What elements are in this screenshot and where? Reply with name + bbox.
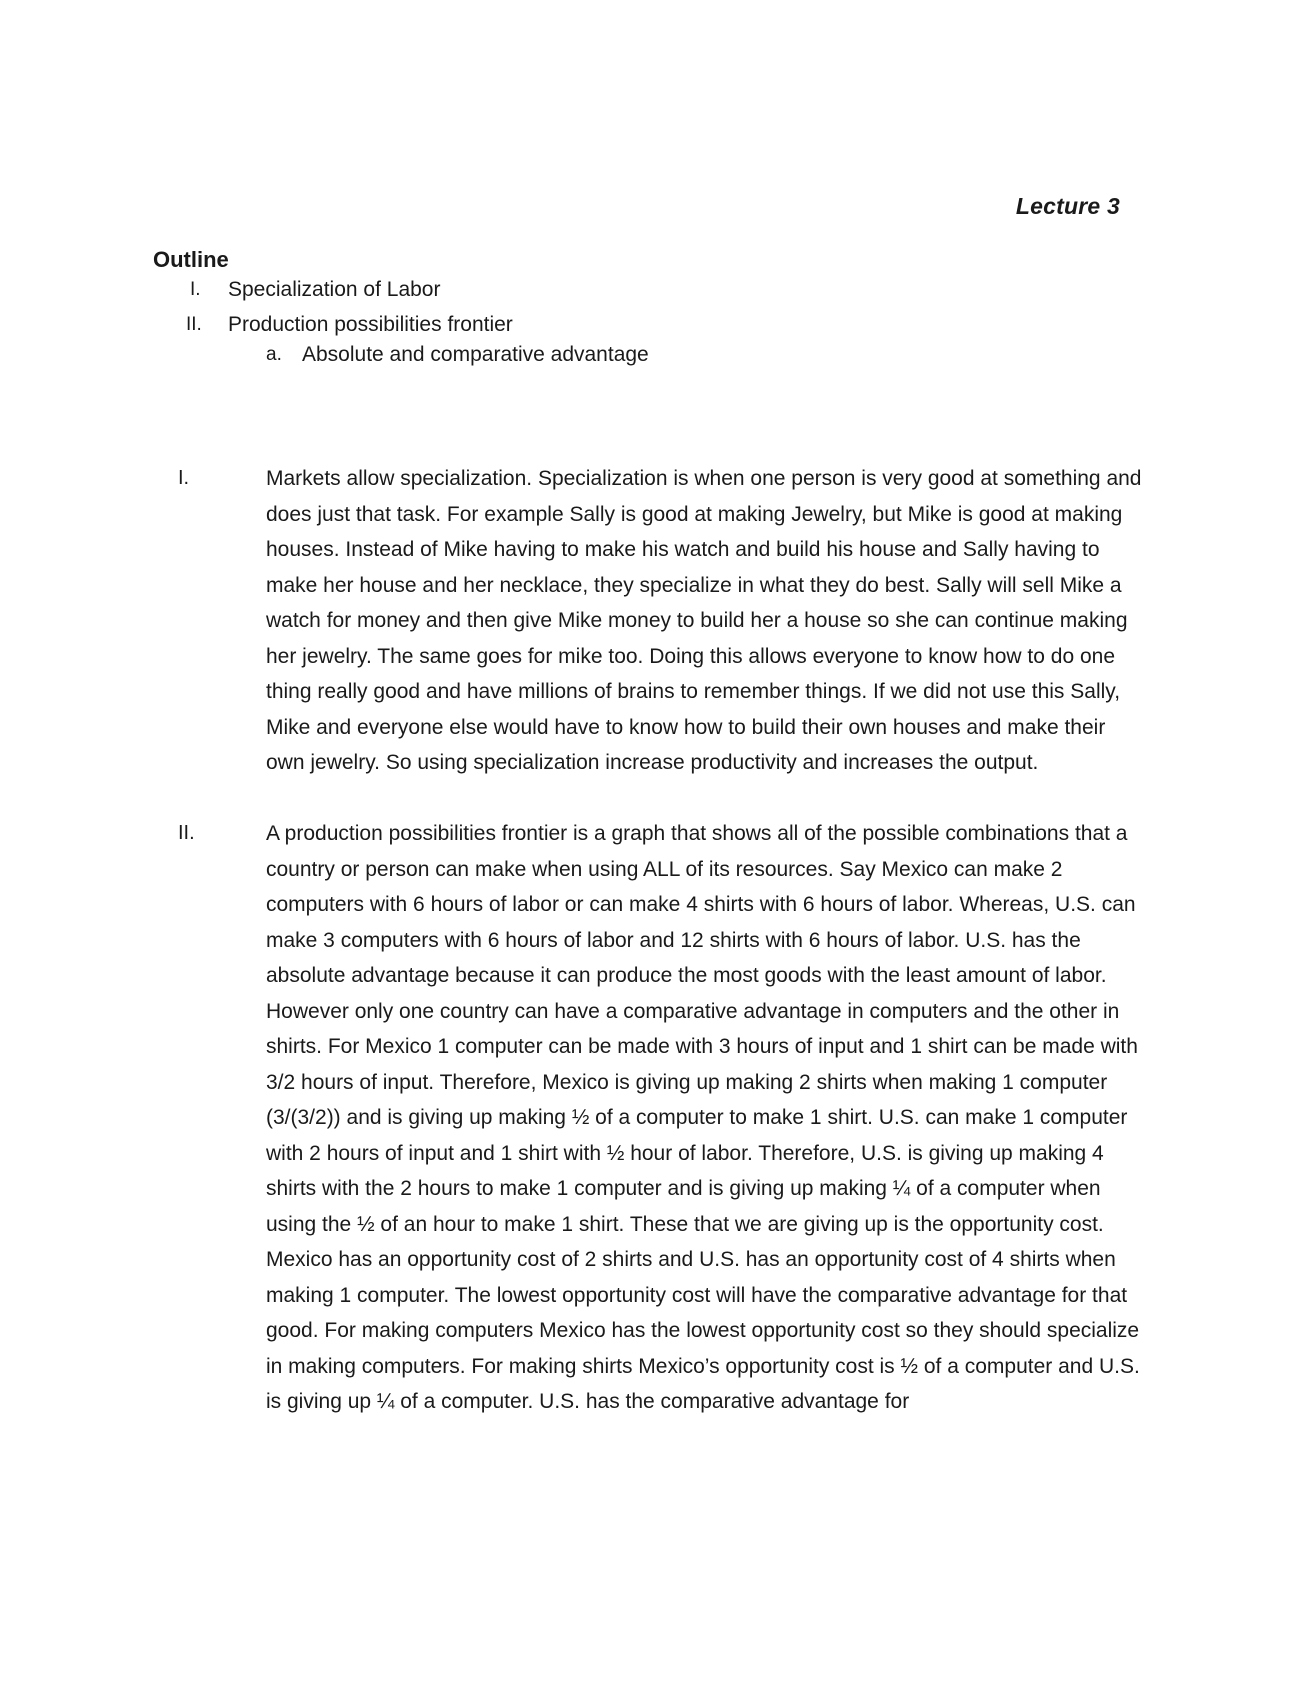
section-specialization — [170, 461, 1170, 781]
section-ppf — [170, 816, 1170, 1420]
outline-item-label: Production possibilities frontier — [228, 313, 513, 336]
section-number: I. — [178, 467, 190, 489]
section-paragraph: Markets allow specialization. Specialization is when one person is very good at something and does just that task. For example Sally is good at making Jewelry, but Mike is good at making houses. Instead of Mike having to make his watch and build his house and Sally having to make her house and her necklace, they specialize in what they do best. Sally will sell Mike a watch for money and then give Mike money to build her a house so she can continue making her jewelry. The same goes for mike too. Doing this allows everyone to know how to do one thing really good and have millions of brains to remember things. If we did not use this Sally, Mike and everyone else would have to know how to build their own houses and make their own jewelry. So using specialization increase productivity and increases the output. — [266, 467, 1142, 774]
lecture-title: Lecture 3 — [1015, 193, 1120, 219]
outline-item-label: Specialization of Labor — [228, 278, 441, 301]
outline-item-number: II. — [186, 314, 202, 335]
outline-item-label: Absolute and comparative advantage — [302, 343, 649, 366]
section-number: II. — [178, 822, 195, 844]
outline-item-number: I. — [190, 279, 201, 300]
outline-item-number: a. — [266, 344, 282, 365]
outline-heading: Outline — [153, 247, 229, 272]
section-paragraph: A production possibilities frontier is a graph that shows all of the possible combinations that a country or person can make when using ALL of its resources. Say Mexico can make 2 computers with 6 hours of labor or can make 4 shirts with 6 hours of labor. Whereas, U.S. can make 3 computers with 6 hours of labor and 12 shirts with 6 hours of labor. U.S. has the absolute advantage because it can produce the most goods with the least amount of labor. However only one country can have a comparative advantage in computers and the other in shirts. For Mexico 1 computer can be made with 3 hours of input and 1 shirt can be made with 3/2 hours of input. Therefore, Mexico is giving up making 2 shirts when making 1 computer (3/(3/2)) and is giving up making ½ of a computer to make 1 shirt. U.S. can make 1 computer with 2 hours of input and 1 shirt with ½ hour of labor. Therefore, U.S. is giving up making 4 shirts with the 2 hours to make 1 computer and is giving up making ¼ of a computer when using the ½ of an hour to make 1 shirt. These that we are giving up is the opportunity cost. Mexico has an opportunity cost of 2 shirts and U.S. has an opportunity cost of 4 shirts when making 1 computer. The lowest opportunity cost will have the comparative advantage for that good. For making computers Mexico has the lowest opportunity cost so they should specialize in making computers. For making shirts Mexico’s opportunity cost is ½ of a computer and U.S. is giving up ¼ of a computer. U.S. has the comparative advantage for — [266, 822, 1140, 1413]
